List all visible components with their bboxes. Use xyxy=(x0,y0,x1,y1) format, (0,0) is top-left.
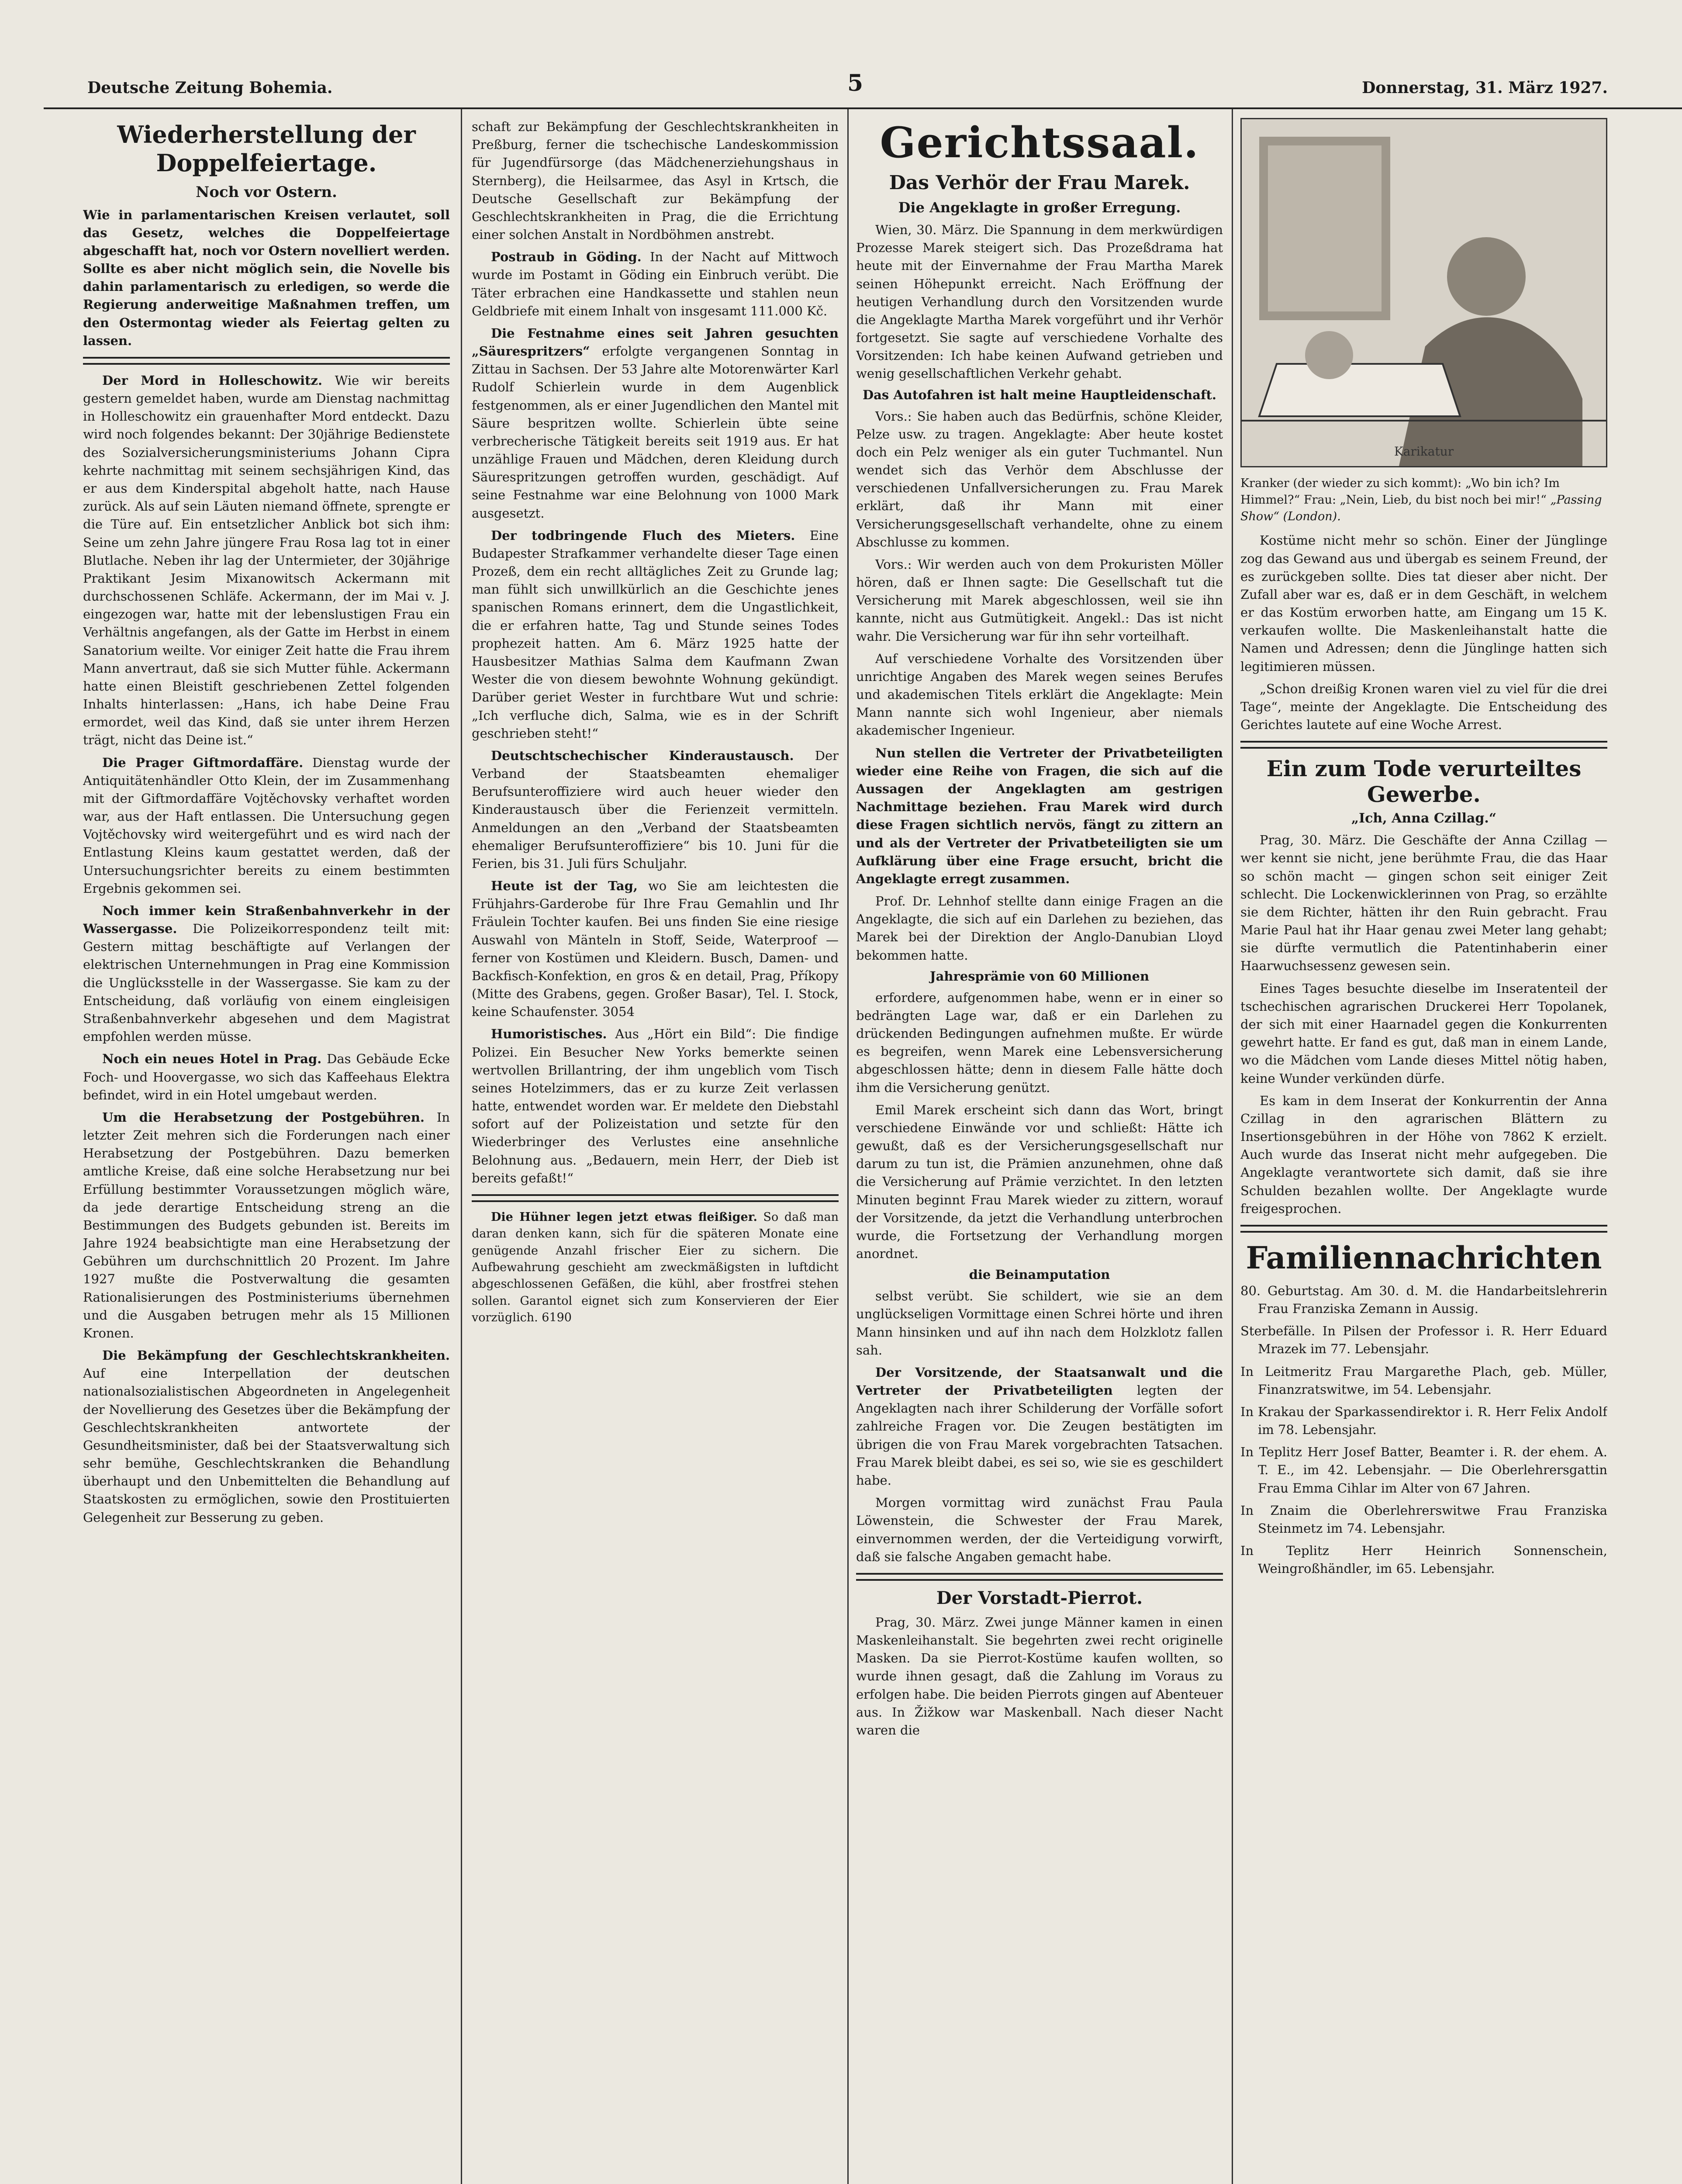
family-entry: In Teplitz Herr Josef Batter, Beamter i. R. der ehem. A. T. E., im 42. Lebensjahr. — Die Oberlehrersgattin Frau Emma Cihlar im Alter von 67 Jahren. xyxy=(1240,1444,1607,1496)
article-title: Das Verhör der Frau Marek. xyxy=(889,172,1190,194)
page-number: 5 xyxy=(847,70,863,97)
divider xyxy=(856,1573,1223,1581)
news-text: Auf eine Interpellation der deutschen nationalsozialistischen Abgeordneten in Angelegenheit der Novellierung des Gesetzes über die Bekämpfung der Geschlechtskrankheiten antwortete der Gesundheitsminister, daß bei der Staatsverwaltung sich sehr bemühe, Geschlechtskranken die Behandlung überhaupt und den Unbemittelten die Behandlung auf Staatskosten zu ermöglichen, sowie den Prostituierten Gelegenheit zur Besserung zu geben. xyxy=(83,1366,450,1525)
news-item xyxy=(83,902,450,1046)
family-entry: Sterbefälle. In Pilsen der Professor i. R. Herr Eduard Mrazek im 77. Lebensjahr. xyxy=(1240,1324,1607,1357)
ad-text: So daß man daran denken kann, sich für die späteren Monate eine genügende Anzahl frischer Eier zu sichern. Die Aufbewahrung geschieht am zweckmäßigsten in luftdicht abgeschlossenen Gefäßen, die kühl, aber frostfrei stehen sollen. Garantol eignet sich zum Konservieren der Eier vorzüglich. 6190 xyxy=(472,1210,839,1324)
article-title: Ein zum Tode verurteiltes Gewerbe. xyxy=(1266,756,1582,808)
divider xyxy=(1240,741,1607,749)
news-head: Die Festnahme eines seit Jahren gesuchten „Säurespritzers“ xyxy=(472,325,839,359)
news-head: Noch immer kein Straßenbahnverkehr in der Wassergasse. xyxy=(83,903,450,936)
family-entry: In Znaim die Oberlehrerswitwe Frau Franziska Steinmetz im 74. Lebensjahr. xyxy=(1240,1503,1607,1536)
family-entry: In Krakau der Sparkassendirektor i. R. Herr Felix Andolf im 78. Lebensjahr. xyxy=(1240,1404,1607,1438)
family-entry: 80. Geburtstag. Am 30. d. M. die Handarbeitslehrerin Frau Franziska Zemann in Aussig. xyxy=(1240,1283,1607,1317)
cartoon-image xyxy=(1242,119,1606,466)
news-head: Nun stellen die Vertreter der Privatbeteiligten wieder eine Reihe von Fragen, xyxy=(856,745,1223,778)
news-item xyxy=(856,744,1223,888)
article-subtitle: Die Angeklagte in großer Erregung. xyxy=(898,199,1181,216)
news-item xyxy=(83,1050,450,1104)
news-text: Wien, 30. März. Die Spannung in dem merkwürdigen Prozesse Marek steigert sich. Das Prozeßdrama hat heute mit der Einvernahme der Frau Martha Marek seinen Höhepunkt erreicht. Nach Eröffnung der heutigen Verhandlung durch den Vorsitzenden wurde die Angeklagte Martha Marek vorgeführt und ihr Verhör fortgesetzt. Sie sagte auf verschiedene Vorhalte des Vorsitzenden: Ich habe keinen Aufwand getrieben und wenig gesellschaftlichen Verkehr gehabt. xyxy=(856,222,1223,381)
news-text: schaft zur Bekämpfung der Geschlechtskrankheiten in Preßburg, ferner die tschechische Landeskommission für Jugendfürsorge (das Mädchenerziehungshaus in Sternberg), die Heilsarmee, das Asyl in Krtsch, die Deutsche Gesellschaft zur Bekämpfung der Geschlechtskrankheiten in Prag, die die Errichtung einer solchen Anstalt in Nordböhmen anstrebt. xyxy=(472,119,839,242)
caption-text: Kranker (der wieder zu sich kommt): „Wo bin ich? Im Himmel?“ Frau: „Nein, Lieb, du bist noch bei mir!“ xyxy=(1240,477,1560,507)
article-title: Der Vorstadt-Pierrot. xyxy=(936,1587,1143,1608)
column-rule xyxy=(461,109,462,2184)
column-1 xyxy=(83,118,450,2184)
news-text: „Schon dreißig Kronen waren viel zu viel für die drei Tage“, meinte der Angeklagte. Die Entscheidung des Gerichtes lautete auf eine Woche Arrest. xyxy=(1240,681,1607,733)
article-lead: Wie in parlamentarischen Kreisen verlautet, soll das Gesetz, welches die Doppelfeiertage abgeschafft hat, noch vor Ostern novelliert werden. Sollte es aber nicht möglich sein, die Novelle bis dahin parlamentarisch zu erledigen, so werde die Regierung anderweitige Maßnahmen treffen, um den Ostermontag wieder als Feiertag gelten zu lassen. xyxy=(83,207,450,348)
news-text: In letzter Zeit mehren sich die Forderungen nach einer Herabsetzung der Postgebühren. Dazu bemerken amtliche Kreise, daß eine solche Herabsetzung nur bei Erfüllung bestimmter Voraussetzungen möglich wäre, da jede derartige Entscheidung streng an die Bestimmungen des Budgets gebunden ist. Bereits im Jahre 1924 beabsichtigte man eine Herabsetzung der Gebühren um durchschnittlich 20 Prozent. Im Jahre 1927 mußte die Postverwaltung die gesamten Rationalisierungen des Postministeriums übernehmen und die Ausgaben betrugen mehr als 15 Millionen Kronen. xyxy=(83,1109,450,1341)
news-text: die sich auf die Aussagen der Angeklagten am gestrigen Nachmittage beziehen. Frau Marek wird durch diese Fragen sichtlich nervös, fängt zu zittern an und als der Vertreter der Privatbeteiligten sie um Aufklärung über eine Frage ersucht, bricht die Angeklagte erregt zusammen. xyxy=(856,763,1223,886)
news-text: In der Nacht auf Mittwoch wurde im Postamt in Göding ein Einbruch verübt. Die Täter erbrachen eine Handkassette und stahlen neun Geldbriefe mit einem Inhalt von insgesamt 111.000 Kč. xyxy=(472,249,839,318)
news-head: Um die Herabsetzung der Postgebühren. xyxy=(102,1109,425,1125)
cartoon-label: Karikatur xyxy=(1394,444,1454,459)
news-head: Die Bekämpfung der Geschlechtskrankheiten. xyxy=(102,1348,450,1363)
news-text: Prag, 30. März. Zwei junge Männer kamen in einen Maskenleihanstalt. Sie begehrten zwei recht originelle Masken. Da sie Pierrot-Kostüme kaufen wollten, so wurde ihnen gesagt, daß die Zahlung im Voraus zu erfolgen habe. Die beiden Pierrots gingen auf Abenteuer aus. In Žižkow war Maskenball. Nach dieser Nacht waren die xyxy=(856,1614,1223,1738)
news-text: Eines Tages besuchte dieselbe im Inseratenteil der tschechischen agrarischen Druckerei Herr Topolanek, der sich mit einer Haarnadel gegen die Konkurrenten gewehrt hatte. Er fand es gut, daß man in einem Lande, wo die Mädchen vom Lande dieses Mittel nötig haben, keine Wunder verkünden dürfe. xyxy=(1240,981,1607,1086)
divider xyxy=(83,357,450,365)
newspaper-name: Deutsche Zeitung Bohemia. xyxy=(87,79,333,97)
family-news-title: Familiennachrichten xyxy=(1246,1239,1602,1276)
advertisement xyxy=(472,877,839,1021)
news-item xyxy=(472,747,839,873)
divider xyxy=(1240,1225,1607,1233)
news-text: Auf verschiedene Vorhalte des Vorsitzenden über unrichtige Angaben des Marek wegen seines Berufes und akademischen Titels erklärt die Angeklagte: Mein Mann nannte sich wohl Ingenieur, aber niemals akademischer Ingenieur. xyxy=(856,651,1223,738)
news-text: Kostüme nicht mehr so schön. Einer der Jünglinge zog das Gewand aus und übergab es seinem Freund, der es zurückgeben sollte. Dies tat dieser aber nicht. Der Zufall aber war es, daß er in dem Geschäft, in welchem er das Kostüm erworben hatte, am Eingang um 15 K. verkaufen wollte. Die Maskenleihanstalt hatte die Namen und Adressen; denn die Jünglinge hatten sich legitimieren müssen. xyxy=(1240,533,1607,674)
news-text: selbst verübt. Sie schildert, wie sie an dem unglückseligen Vormittage einen Schrei hörte und ihren Mann hinsinken und auf ihn nach dem Holzklotz fallen sah. xyxy=(856,1289,1223,1358)
news-text: Es kam in dem Inserat der Konkurrentin der Anna Czillag in den agrarischen Blättern zu Insertionsgebühren in der Höhe von 7862 K erzielt. Auch wurde das Inserat nicht mehr aufgegeben. Die Angeklagte verantwortete sich damit, daß sie ihre Schulden bezahlen wollte. Der Angeklagte wurde freigesprochen. xyxy=(1240,1093,1607,1216)
news-head: Noch ein neues Hotel in Prag. xyxy=(102,1051,322,1067)
inline-heading: Jahresprämie von 60 Millionen xyxy=(929,968,1150,984)
news-head: Der Vorsitzende, der Staatsanwalt und die Vertreter der Privatbeteiligten xyxy=(856,1365,1223,1398)
news-item xyxy=(83,1109,450,1342)
news-item xyxy=(83,1347,450,1527)
family-news-list xyxy=(1240,1282,1607,1578)
column-4 xyxy=(1240,118,1607,2184)
news-text: erfordere, aufgenommen habe, wenn er in einer so bedrängten Lage war, daß er ein Darlehen zu drückenden Bedingungen aufnehmen mußte. Er würde es begreifen, wenn Marek eine Lebensversicherung abgeschlossen hätte; denn in diesem Falle hätte doch ihm die Versicherung genützt. xyxy=(856,990,1223,1095)
ad-head: Heute ist der Tag, xyxy=(491,878,638,894)
cartoon-caption xyxy=(1240,475,1607,525)
advertisement xyxy=(472,1209,839,1326)
news-head: Der todbringende Fluch des Mieters. xyxy=(491,528,795,543)
family-entry: In Teplitz Herr Heinrich Sonnenschein, Weingroßhändler, im 65. Lebensjahr. xyxy=(1240,1543,1607,1576)
news-text: Der Verband der Staatsbeamten ehemaliger Berufsunteroffiziere wird auch heuer wieder den Kinderaustausch über die Ferienzeit vermitteln. Anmeldungen an den „Verband der Staatsbeamten ehemaliger Berufsunteroffiziere“ bis 10. Juni für die Ferien, bis 31. Juli fürs Schuljahr. xyxy=(472,748,839,871)
news-text: Emil Marek erscheint sich dann das Wort, bringt verschiedene Einwände vor und schließt: Hätte ich gewußt, daß es der Versicherungsgesellschaft nur darum zu tun ist, die Prämien anzunehmen, ohne daß die Versicherung auf Prämie verzichtet. In den letzten Minuten beginnt Frau Marek wieder zu zittern, worauf der Vorsitzende, da jetzt die Verhandlung unterbrochen wurde, die Fortsetzung der Verhandlung morgen anordnet. xyxy=(856,1102,1223,1261)
news-item xyxy=(472,325,839,522)
column-rule xyxy=(847,109,849,2184)
inline-heading: die Beinamputation xyxy=(969,1267,1110,1282)
news-text: legten der Angeklagten nach ihrer Schilderung der Vorfälle sofort zahlreiche Fragen vor. Die Zeugen bestätigten im übrigen die von Frau Marek vorgebrachten Tatsachen. Frau Marek bleibt dabei, es sei so, wie sie es geschildert habe. xyxy=(856,1383,1223,1488)
news-text: Prag, 30. März. Die Geschäfte der Anna Czillag — wer kennt sie nicht, jene berühmte Frau, die das Haar so schön macht — gingen schon seit einiger Zeit schlecht. Die Lockenwicklerinnen von Prag, so erzählte sie dem Richter, hätten ihr den Ruin gebracht. Frau Marie Paul hat ihr Haar genau zwei Meter lang gehabt; sie dürfte vermutlich die Patentinhaberin einer Haarwuchsessenz gewesen sein. xyxy=(1240,833,1607,974)
news-item xyxy=(472,1025,839,1187)
news-head: Humoristisches. xyxy=(491,1026,607,1042)
news-head: Die Prager Giftmordaffäre. xyxy=(102,755,304,770)
news-text: Prof. Dr. Lehnhof stellte dann einige Fragen an die Angeklagte, die sich auf ein Darlehen zu beziehen, das Marek bei der Direktion der Anglo-Danubian Lloyd bekommen hatte. xyxy=(856,894,1223,963)
news-item xyxy=(856,1364,1223,1489)
inline-heading: Das Autofahren ist halt meine Hauptleidenschaft. xyxy=(862,387,1217,402)
page-header xyxy=(44,0,1682,109)
ad-head: Die Hühner legen jetzt etwas fleißiger. xyxy=(491,1210,757,1224)
column-3 xyxy=(856,118,1223,2184)
news-text: Die Polizeikorrespondenz teilt mit: Gestern mittag beschäftigte auf Verlangen der elektrischen Unternehmungen in Prag eine Kommission die Unglücksstelle in der Wassergasse. Sie kam zu der Entscheidung, daß vorläufig von einem eingleisigen Straßenbahnverkehr abgesehen und dem Magistrat empfohlen werden müsse. xyxy=(83,921,450,1044)
article-subtitle: Noch vor Ostern. xyxy=(196,183,337,201)
ad-text: wo Sie am leichtesten die Frühjahrs-Garderobe für Ihre Frau Gemahlin und Ihr Fräulein Tochter kaufen. Bei uns finden Sie eine riesige Auswahl von Mänteln in Stoff, Seide, Waterproof — ferner von Kostümen und Kleidern. Busch, Damen- und Backfisch-Konfektion, en gros & en detail, Prag, Příkopy (Mitte des Grabens, gegen. Großer Basar), Tel. I. Stock, keine Schaufenster. 3054 xyxy=(472,878,839,1019)
news-text: erfolgte vergangenen Sonntag in Zittau in Sachsen. Der 53 Jahre alte Motorenwärter Karl Rudolf Schierlein wurde in dem Augenblick festgenommen, als er einer Jugendlichen den Mantel mit Säure bespritzen wollte. Schierlein übte seine verbrecherische Tätigkeit bereits seit 1919 aus. Er hat unzählige Frauen und Mädchen, deren Kleidung durch Säurespritzungen getroffen wurden, geschädigt. Auf seine Festnahme war eine Belohnung von 1000 Mark ausgesetzt. xyxy=(472,344,839,521)
news-text: Vors.: Sie haben auch das Bedürfnis, schöne Kleider, Pelze usw. zu tragen. Angeklagte: Aber heute kostet doch ein Pelz weniger als ein guter Tuchmantel. Nun wendet sich das Verhör dem Abschlusse der verschiedenen Unfallversicherungen zu. Frau Marek erklärt, daß ihr Mann mit einer Versicherungsgesellschaft verhandelte, ohne zu einem Abschlusse zu kommen. xyxy=(856,408,1223,549)
news-text: Vors.: Wir werden auch von dem Prokuristen Möller hören, daß er Ihnen sagte: Die Gesellschaft tut die Versicherung mit Marek abgeschlossen, weil sie ihn kannte, nicht aus Gutmütigkeit. Angekl.: Das ist nicht wahr. Die Versicherung war für ihn sehr vorteilhaft. xyxy=(856,556,1223,644)
family-entry: In Leitmeritz Frau Margarethe Plach, geb. Müller, Finanzratswitwe, im 54. Lebensjahr. xyxy=(1240,1364,1607,1397)
news-item xyxy=(472,527,839,743)
caption-source: „Passing Show“ (London). xyxy=(1240,493,1602,523)
news-text: Aus „Hört ein Bild“: Die findige Polizei. Ein Besucher New Yorks bemerkte seinen wertvollen Brillantring, der ihm ungeblich vom Tisch seines Hotelzimmers, das er zu kurze Zeit verlassen hatte, entwendet worden war. Er meldete den Diebstahl sofort auf der Polizeistation und setzte für den Wiederbringer des Verlustes eine ansehnliche Belohnung aus. „Bedauern, mein Herr, der Dieb ist bereits gefaßt!“ xyxy=(472,1026,839,1185)
column-rule xyxy=(1232,109,1233,2184)
news-item xyxy=(472,248,839,320)
news-head: Postraub in Göding. xyxy=(491,249,642,265)
issue-date: Donnerstag, 31. März 1927. xyxy=(1362,79,1608,97)
news-text: Dienstag wurde der Antiquitätenhändler Otto Klein, der im Zusammenhang mit der Giftmordaffäre Vojtěchovsky verhaftet worden war, aus der Haft entlassen. Die Untersuchung gegen Vojtěchovsky wird weitergeführt und es wird nach der Entlastung Kleins kaum gestattet werden, daß der Untersuchungsrichter bereits zu einem bestimmten Ergebnis gekommen sei. xyxy=(83,755,450,896)
news-text: Morgen vormittag wird zunächst Frau Paula Löwenstein, die Schwester der Frau Marek, einvernommen werden, der die Verteidigung vorwirft, daß sie falsche Angaben gemacht habe. xyxy=(856,1495,1223,1564)
divider xyxy=(472,1194,839,1202)
news-text: Wie wir bereits gestern gemeldet haben, wurde am Dienstag nachmittag in Holleschowitz ein grauenhafter Mord entdeckt. Dazu wird noch folgendes bekannt: Der 30jährige Bedienstete des Sozialversicherungsministeriums Johann Cipra kehrte nachmittag mit seinem sechsjährigen Kind, das er aus dem Kinderspital abgeholt hatte, nach Hause zurück. Als auf sein Läuten niemand öffnete, sprengte er die Türe auf. Ein entsetzlicher Anblick bot sich ihm: Seine um zehn Jahre jüngere Frau Rosa lag tot in einer Blutlache. Neben ihr lag der Untermieter, der 30jährige Praktikant Jesim Mixanowitsch Ackermann mit durchschossenen Schläfe. Ackermann, der im Mai v. J. eingezogen war, hatte mit der lebenslustigen Frau ein Verhältnis angefangen, als der Gatte im Herbst in einem Sanatorium weilte. Vor einiger Zeit hatte die Frau ihrem Mann anvertraut, daß sie sich Mutter fühle. Ackermann hatte einen Bleistift geschriebenen Zettel folgenden Inhalts hinterlassen: „Hans, ich habe Deine Frau ermordet, weil das Kind, daß sie unter ihrem Herzen trägt, nicht das Deine ist.“ xyxy=(83,373,450,748)
news-text: Das Gebäude Ecke Foch- und Hoovergasse, wo sich das Kaffeehaus Elektra befindet, wird in ein Hotel umgebaut werden. xyxy=(83,1051,450,1102)
column-2 xyxy=(472,118,839,2184)
news-item xyxy=(83,372,450,750)
cartoon-illustration xyxy=(1240,118,1607,467)
news-item xyxy=(83,754,450,898)
article-title: Wiederherstellung der Doppelfeiertage. xyxy=(117,121,416,177)
section-title: Gerichtssaal. xyxy=(880,118,1199,167)
news-head: Der Mord in Holleschowitz. xyxy=(102,373,322,388)
article-subtitle: „Ich, Anna Czillag.“ xyxy=(1351,811,1497,826)
news-text: Eine Budapester Strafkammer verhandelte dieser Tage einen Prozeß, dem ein recht alltägliches Zeit zu Grunde lag; man fühlt sich unwillkürlich an die Geschichte jenes spanischen Romans erinnert, dem die Ungastlichkeit, die er erfahren hatte, Tag und Stunde seines Todes prophezeit hatten. Am 6. März 1925 hatte der Hausbesitzer Mathias Salma dem Kaufmann Zwan Wester die von diesem bewohnte Wohnung gekündigt. Darüber geriet Wester in furchtbare Wut und schrie: „Ich verfluche dich, Salma, wie es in der Schrift geschrieben steht!“ xyxy=(472,528,839,741)
news-head: Deutschtschechischer Kinderaustausch. xyxy=(491,748,794,763)
